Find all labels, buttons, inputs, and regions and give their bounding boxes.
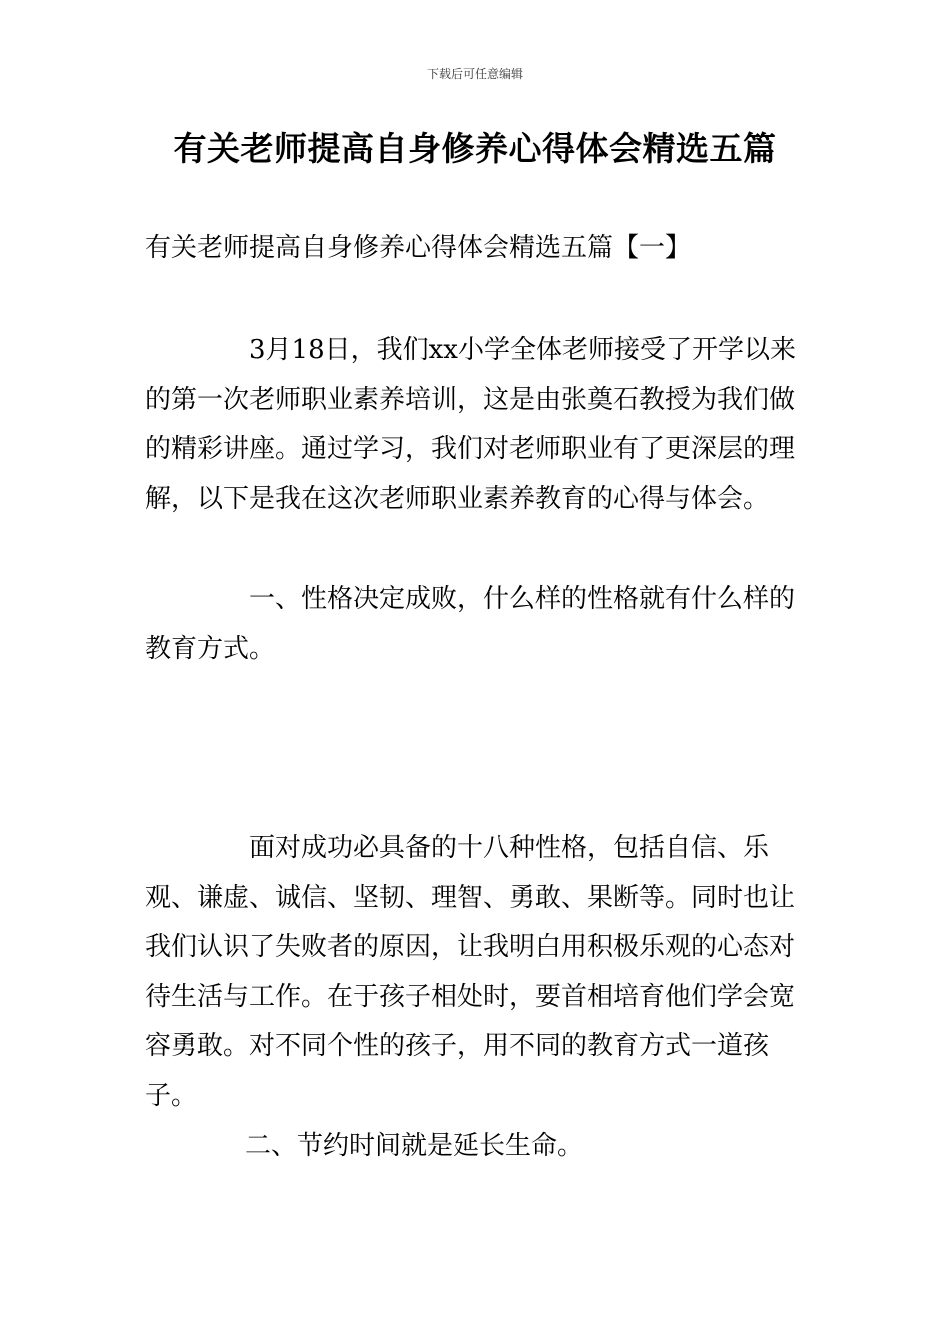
paragraph-point-one: 一、性格决定成败，什么样的性格就有什么样的教育方式。	[145, 584, 796, 664]
section-heading: 有关老师提高自身修养心得体会精选五篇【一】	[145, 233, 692, 263]
paragraph-intro: 3月18日，我们xx小学全体老师接受了开学以来的第一次老师职业素养培训，这是由张奠石教授为我们做的精彩讲座。通过学习，我们对老师职业有了更深层的理解，以下是我在这次老师职业素养教育的心得与体会。	[145, 335, 796, 514]
document-title: 有关老师提高自身修养心得体会精选五篇	[173, 129, 777, 168]
paragraph-personality: 面对成功必具备的十八种性格，包括自信、乐观、谦虚、诚信、坚韧、理智、勇敢、果断等。同时也让我们认识了失败者的原因，让我明白用积极乐观的心态对待生活与工作。在于孩子相处时，要首相培育他们学会宽容勇敢。对不同个性的孩子，用不同的教育方式一道孩子。	[145, 833, 796, 1111]
header-note: 下载后可任意编辑	[426, 67, 523, 81]
paragraph-point-two: 二、节约时间就是延长生命。	[245, 1131, 584, 1161]
